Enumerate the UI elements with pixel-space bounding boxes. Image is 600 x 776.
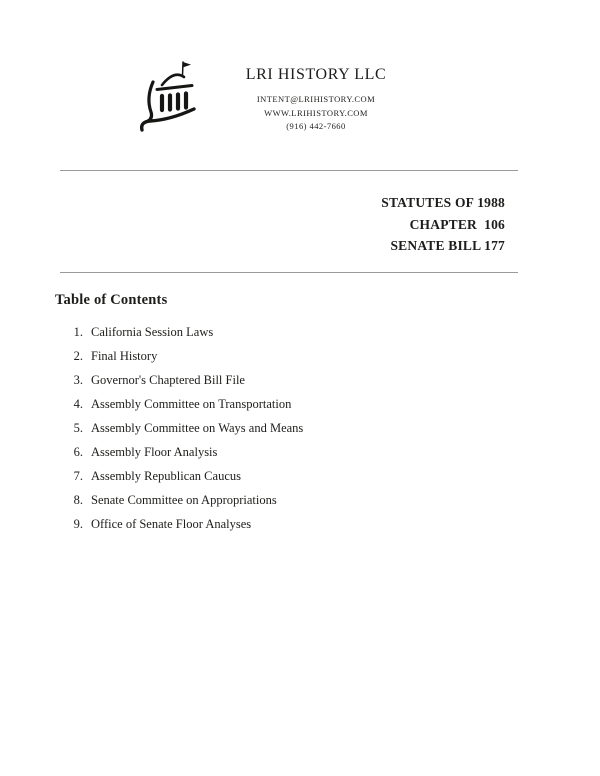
capitol-logo-icon: [136, 58, 210, 140]
toc-item-number: 8.: [73, 492, 83, 507]
company-phone: (916) 442-7660: [286, 121, 346, 131]
toc-item: [68, 518, 600, 532]
toc-item: [68, 350, 600, 364]
toc-item-label: Office of Senate Floor Analyses: [91, 516, 252, 531]
toc-item-label: Assembly Republican Caucus: [91, 468, 241, 483]
toc-item-number: 6.: [73, 444, 83, 459]
toc-item-label: Assembly Committee on Transportation: [91, 396, 292, 411]
toc-item: [68, 398, 600, 412]
toc-item-number: 9.: [73, 516, 83, 531]
toc-title: Table of Contents: [55, 291, 168, 308]
chapter-line: CHAPTER 106: [409, 216, 505, 232]
letterhead: [136, 58, 600, 140]
toc-item-number: 4.: [73, 396, 83, 411]
toc-item-label: Final History: [91, 348, 158, 363]
company-name: LRI HISTORY LLC: [245, 66, 387, 83]
toc-item-label: Senate Committee on Appropriations: [91, 492, 277, 507]
toc-item-number: 7.: [73, 468, 83, 483]
toc-item-number: 3.: [73, 372, 83, 387]
toc-list: [68, 326, 600, 532]
statutes-line: STATUTES OF 1988: [381, 195, 505, 210]
toc-item-label: Governor's Chaptered Bill File: [91, 372, 245, 387]
senate-bill-line: SENATE BILL 177: [390, 238, 505, 253]
toc-item: [68, 494, 600, 508]
toc-item: [68, 422, 600, 436]
letterhead-text: [226, 58, 406, 134]
toc-item-label: Assembly Floor Analysis: [91, 444, 218, 459]
company-website: WWW.LRIHISTORY.COM: [264, 107, 368, 118]
document-info-block: [0, 192, 505, 257]
toc-item-number: 2.: [73, 348, 83, 363]
toc-item-label: California Session Laws: [91, 324, 214, 339]
toc-item-number: 1.: [73, 324, 83, 339]
toc-item: [68, 326, 600, 340]
toc-item: [68, 374, 600, 388]
toc-item-number: 5.: [73, 420, 83, 435]
toc-item-label: Assembly Committee on Ways and Means: [91, 420, 304, 435]
toc-item: [68, 446, 600, 460]
divider-top: [60, 170, 518, 171]
divider-bottom: [60, 272, 518, 273]
company-email: INTENT@LRIHISTORY.COM: [256, 94, 376, 104]
toc-item: [68, 470, 600, 484]
